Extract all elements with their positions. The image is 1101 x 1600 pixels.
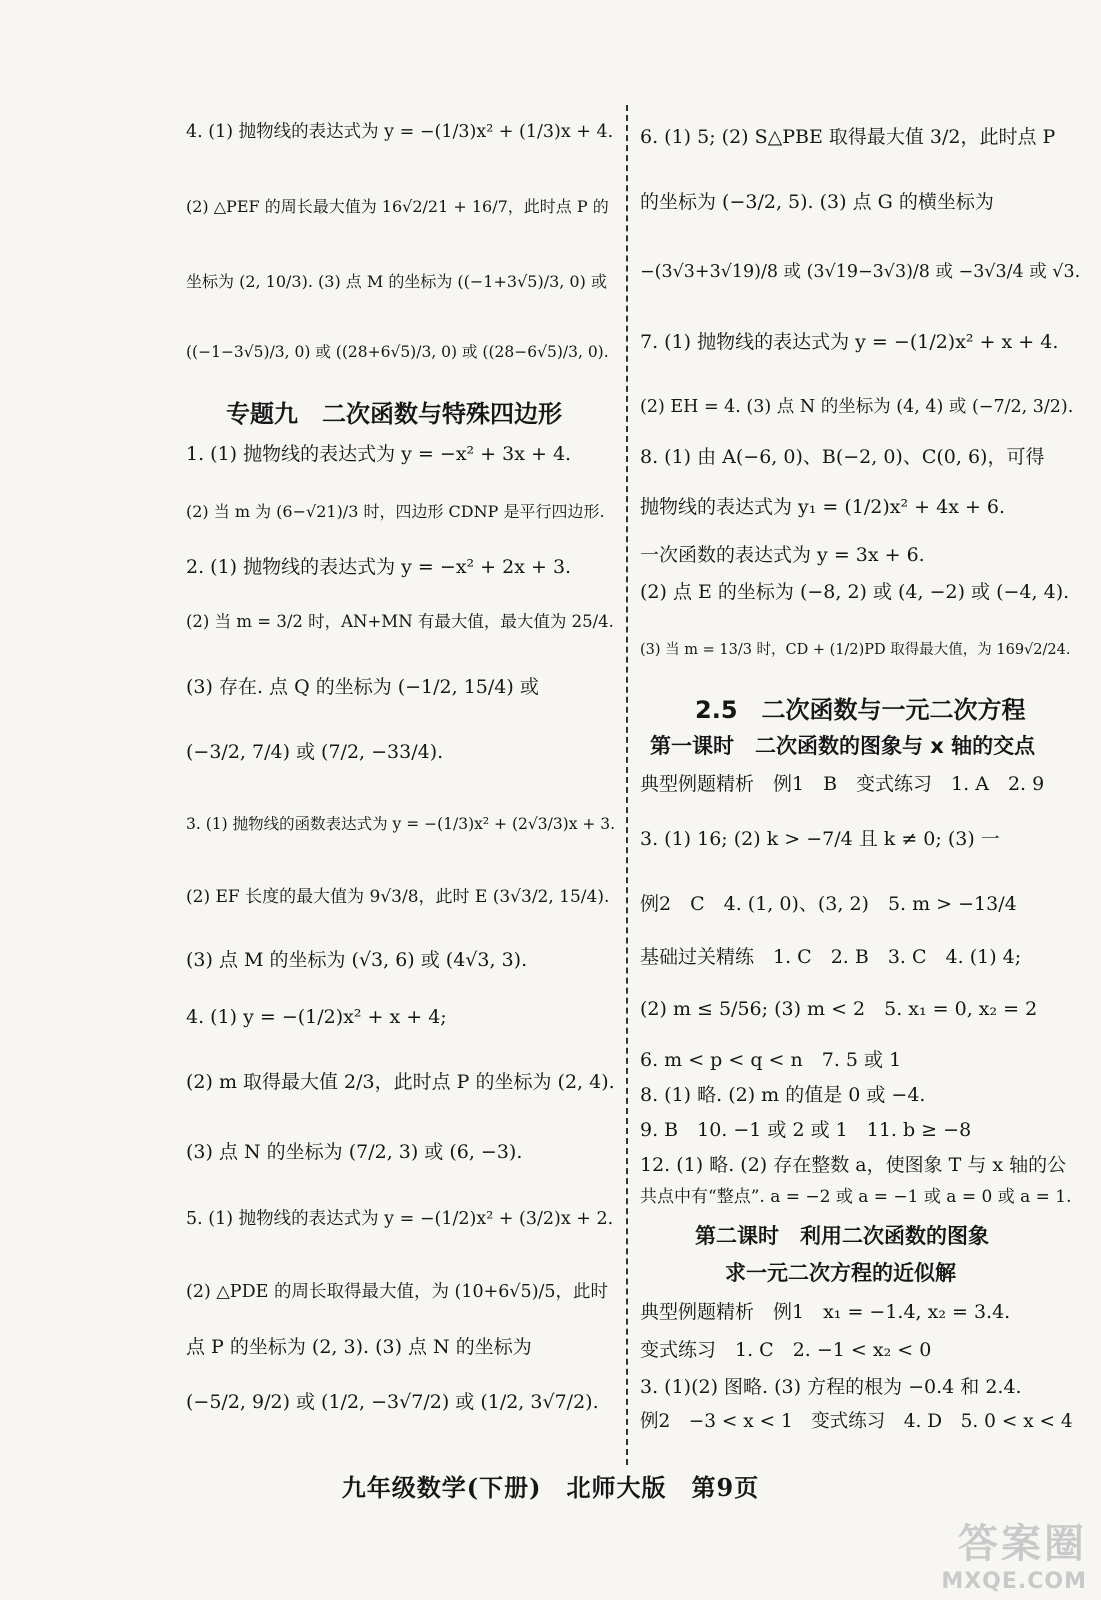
answer-line: 例2 C 4. (1, 0)、(3, 2) 5. m > −13/4 [640, 893, 1017, 915]
answer-line: 4. (1) y = −(1/2)x² + x + 4; [186, 1006, 447, 1028]
section-heading: 求一元二次方程的近似解 [725, 1261, 956, 1285]
watermark-text: 答案圈 [958, 1521, 1087, 1567]
answer-line: 共点中有“整点”. a = −2 或 a = −1 或 a = 0 或 a = 1. [640, 1187, 1072, 1207]
answer-line: 2. (1) 抛物线的表达式为 y = −x² + 2x + 3. [186, 556, 572, 578]
answer-line: 3. (1)(2) 图略. (3) 方程的根为 −0.4 和 2.4. [640, 1376, 1022, 1398]
answer-line: 8. (1) 略. (2) m 的值是 0 或 −4. [640, 1084, 926, 1106]
answer-line: (−3/2, 7/4) 或 (7/2, −33/4). [186, 741, 444, 763]
section-heading: 专题九 二次函数与特殊四边形 [226, 400, 562, 428]
column-divider [626, 105, 628, 1465]
answer-line: (−5/2, 9/2) 或 (1/2, −3√7/2) 或 (1/2, 3√7/2). [186, 1391, 599, 1413]
answer-line: (3) 点 N 的坐标为 (7/2, 3) 或 (6, −3). [186, 1141, 523, 1163]
answer-line: 12. (1) 略. (2) 存在整数 a，使图象 T 与 x 轴的公 [640, 1154, 1067, 1176]
answer-line: (2) m 取得最大值 2/3，此时点 P 的坐标为 (2, 4). [186, 1071, 615, 1093]
answer-line: 例2 −3 < x < 1 变式练习 4. D 5. 0 < x < 4 [640, 1411, 1073, 1432]
answer-line: 变式练习 1. C 2. −1 < x₂ < 0 [640, 1339, 932, 1361]
section-heading: 第一课时 二次函数的图象与 x 轴的交点 [650, 734, 1036, 758]
page-footer: 九年级数学(下册) 北师大版 第9页 [341, 1473, 760, 1502]
answer-line: (2) 点 E 的坐标为 (−8, 2) 或 (4, −2) 或 (−4, 4). [640, 581, 1070, 603]
answer-line: 6. m < p < q < n 7. 5 或 1 [640, 1049, 902, 1071]
answer-line: 基础过关精练 1. C 2. B 3. C 4. (1) 4; [640, 946, 1022, 968]
answer-line: (3) 当 m = 13/3 时，CD + (1/2)PD 取得最大值，为 169√2/24. [640, 642, 1071, 658]
answer-line: (2) △PEF 的周长最大值为 16√2/21 + 16/7，此时点 P 的 [186, 197, 609, 216]
section-heading: 第二课时 利用二次函数的图象 [695, 1224, 989, 1248]
answer-line: 典型例题精析 例1 B 变式练习 1. A 2. 9 [640, 773, 1045, 795]
answer-line: −(3√3+3√19)/8 或 (3√19−3√3)/8 或 −3√3/4 或 √3. [640, 262, 1081, 282]
watermark-url: MXQE.COM [941, 1569, 1087, 1594]
answer-line: 典型例题精析 例1 x₁ = −1.4, x₂ = 3.4. [640, 1301, 1011, 1323]
answer-line: 3. (1) 抛物线的函数表达式为 y = −(1/3)x² + (2√3/3)x + 3. [186, 815, 616, 833]
answer-line: 7. (1) 抛物线的表达式为 y = −(1/2)x² + x + 4. [640, 331, 1059, 353]
answer-line: 抛物线的表达式为 y₁ = (1/2)x² + 4x + 6. [640, 496, 1006, 518]
answer-line: (3) 存在. 点 Q 的坐标为 (−1/2, 15/4) 或 [186, 676, 539, 698]
answer-line: 9. B 10. −1 或 2 或 1 11. b ≥ −8 [640, 1119, 972, 1141]
answer-line: (2) △PDE 的周长取得最大值，为 (10+6√5)/5，此时 [186, 1282, 609, 1302]
answer-line: 一次函数的表达式为 y = 3x + 6. [640, 544, 925, 566]
answer-line: 3. (1) 16; (2) k > −7/4 且 k ≠ 0; (3) 一 [640, 828, 1000, 850]
watermark-logo [941, 1512, 1087, 1594]
answer-line: 1. (1) 抛物线的表达式为 y = −x² + 3x + 4. [186, 443, 572, 465]
answer-line: 8. (1) 由 A(−6, 0)、B(−2, 0)、C(0, 6)，可得 [640, 446, 1045, 468]
answer-line: (3) 点 M 的坐标为 (√3, 6) 或 (4√3, 3). [186, 949, 528, 971]
answer-line: (2) 当 m = 3/2 时，AN+MN 有最大值，最大值为 25/4. [186, 612, 614, 631]
answer-line: 4. (1) 抛物线的表达式为 y = −(1/3)x² + (1/3)x + 4. [186, 122, 614, 142]
answer-line: (2) EF 长度的最大值为 9√3/8，此时 E (3√3/2, 15/4). [186, 887, 610, 907]
answer-line: (2) EH = 4. (3) 点 N 的坐标为 (4, 4) 或 (−7/2, 3/2). [640, 397, 1074, 417]
answer-line: (2) 当 m 为 (6−√21)/3 时，四边形 CDNP 是平行四边形. [186, 502, 605, 521]
answer-line: 6. (1) 5; (2) S△PBE 取得最大值 3/2，此时点 P [640, 126, 1056, 148]
answer-line: 5. (1) 抛物线的表达式为 y = −(1/2)x² + (3/2)x + 2. [186, 1209, 614, 1229]
answer-line: 点 P 的坐标为 (2, 3). (3) 点 N 的坐标为 [186, 1336, 532, 1358]
section-heading: 2.5 二次函数与一元二次方程 [695, 696, 1026, 724]
answer-line: 坐标为 (2, 10/3). (3) 点 M 的坐标为 ((−1+3√5)/3, 0) 或 [186, 272, 607, 291]
answer-line: ((−1−3√5)/3, 0) 或 ((28+6√5)/3, 0) 或 ((28−6√5)/3, 0). [186, 343, 609, 361]
answer-line: (2) m ≤ 5/56; (3) m < 2 5. x₁ = 0, x₂ = 2 [640, 998, 1038, 1020]
answer-line: 的坐标为 (−3/2, 5). (3) 点 G 的横坐标为 [640, 191, 994, 213]
